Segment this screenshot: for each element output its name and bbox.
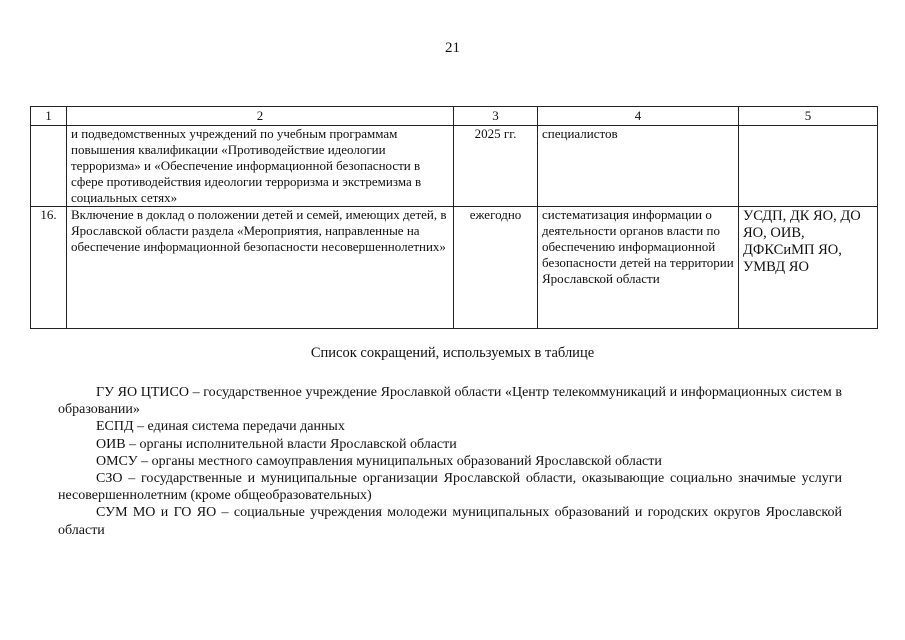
abbreviations-title: Список сокращений, используемых в таблице [310, 345, 595, 361]
measure-text: Включение в доклад о положении детей и семей, имеющих детей, в Ярославской области раздела «Мероприятия, направленные на обеспечение информационной безопасности несовершеннолетних» [67, 207, 454, 329]
period-cell: ежегодно [454, 207, 538, 329]
table-row [31, 126, 878, 207]
abbreviation-item: ГУ ЯО ЦТИСО – государственное учреждение Ярославкой области «Центр телекоммуникаций и информационных систем в образовании» [58, 385, 842, 418]
abbreviation-item: ЕСПД – единая система передачи данных [96, 419, 345, 435]
abbreviation-item: СЗО – государственные и муниципальные организации Ярославской области, оказывающие социально значимые услуги несовершеннолетним (кроме общеобразовательных) [58, 471, 842, 504]
column-header: 4 [538, 107, 739, 126]
period-cell: 2025 гг. [454, 126, 538, 207]
column-header: 1 [31, 107, 67, 126]
column-header: 2 [67, 107, 454, 126]
column-header: 5 [739, 107, 878, 126]
executors-cell [739, 126, 878, 207]
row-number: 16. [31, 207, 67, 329]
abbreviation-item: ОМСУ – органы местного самоуправления муниципальных образований Ярославской области [96, 453, 662, 469]
column-header: 3 [454, 107, 538, 126]
table-header-row [31, 107, 878, 126]
measures-table [30, 106, 878, 329]
abbreviations-list [58, 384, 842, 539]
table-row [31, 207, 878, 329]
result-cell: систематизация информации о деятельности органов власти по обеспечению информационной безопасности детей на территории Ярославской области [538, 207, 739, 329]
abbreviation-item: СУМ МО и ГО ЯО – социальные учреждения молодежи муниципальных образований и городских округов Ярославской области [58, 505, 842, 538]
page-number: 21 [445, 40, 460, 56]
result-cell: специалистов [538, 126, 739, 207]
abbreviation-item: ОИВ – органы исполнительной власти Ярославской области [96, 436, 457, 452]
row-number [31, 126, 67, 207]
executors-cell: УСДП, ДК ЯО, ДО ЯО, ОИВ, ДФКСиМП ЯО, УМВД ЯО [739, 207, 878, 329]
measure-text: и подведомственных учреждений по учебным программам повышения квалификации «Противодействие идеологии терроризма» и «Обеспечение информационной безопасности в сфере противодействия идеологии терроризма и экстремизма в социальных сетях» [67, 126, 454, 207]
